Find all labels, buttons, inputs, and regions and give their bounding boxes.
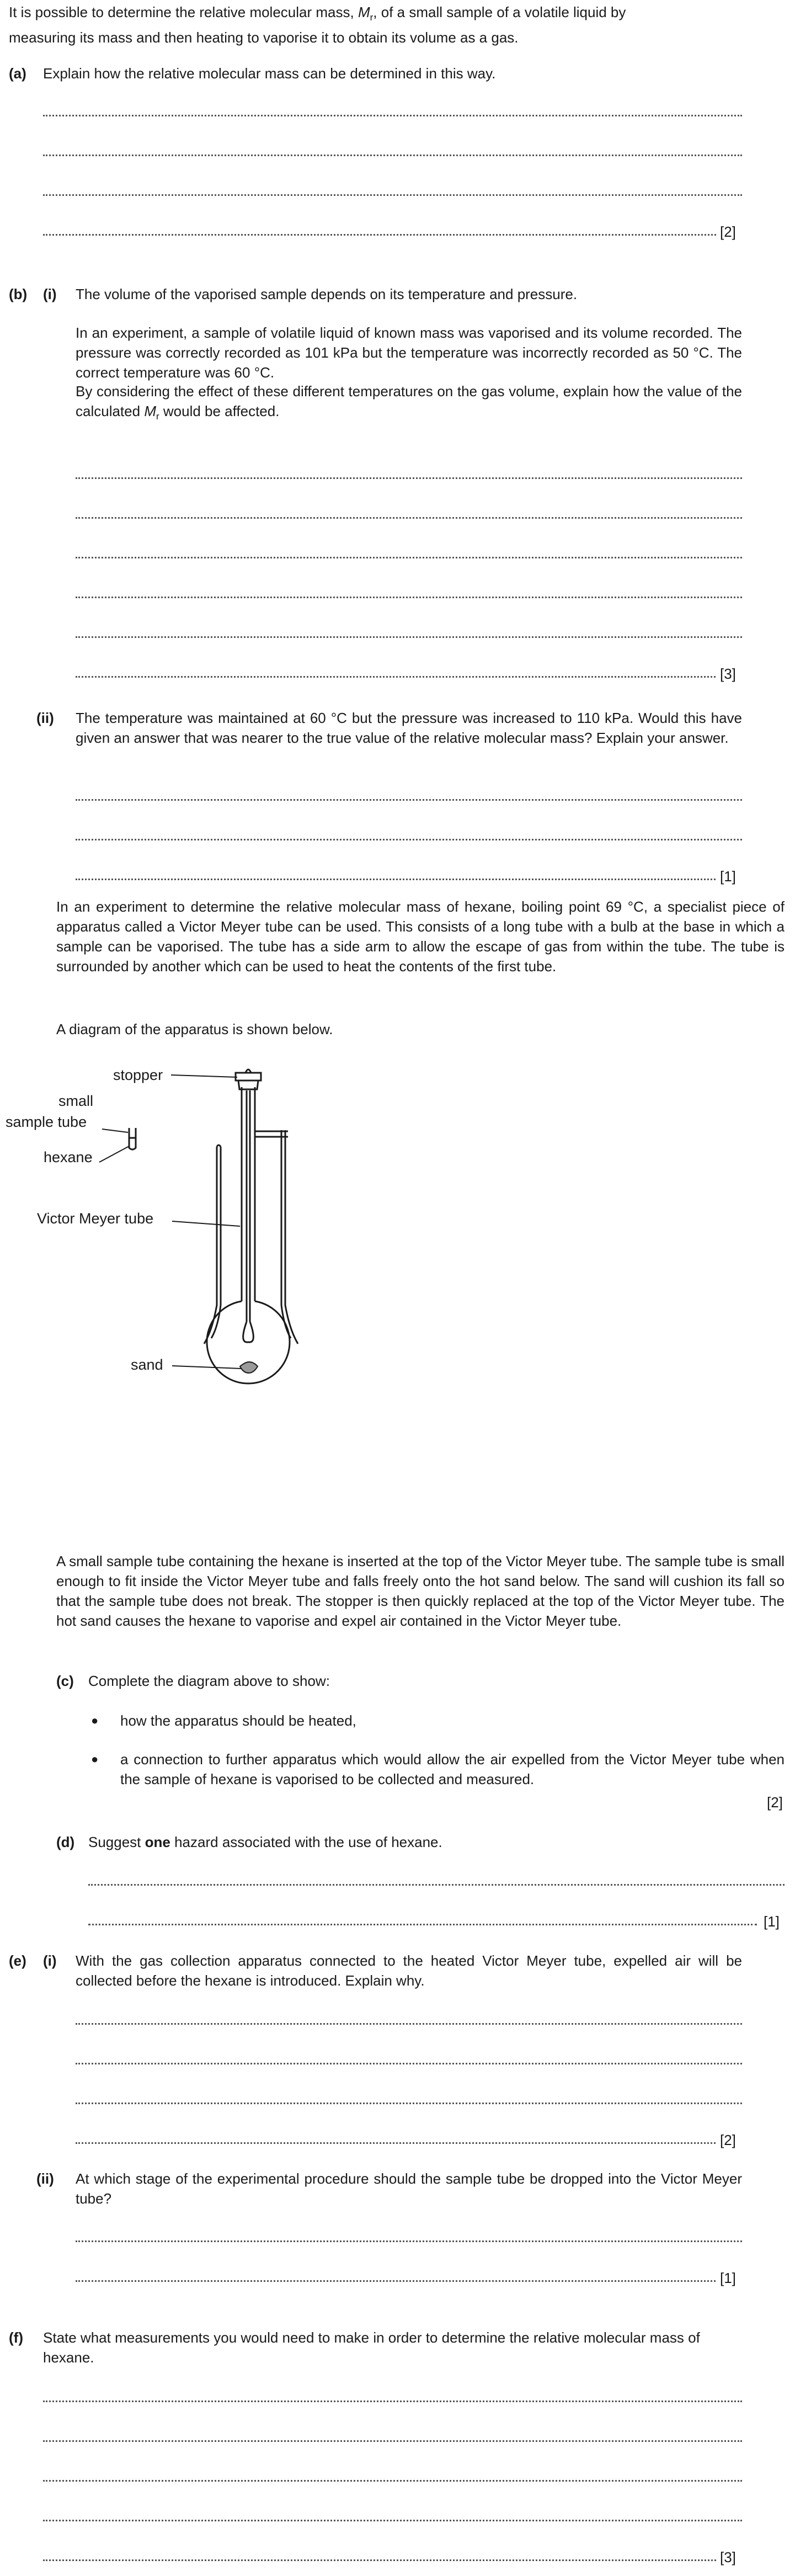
question-d-text: Suggest one hazard associated with the use of hexane.	[88, 1834, 442, 1850]
question-f-text: State what measurements you would need to make in order to determine the relative molecular mass of hexane.	[43, 2329, 700, 2366]
marks-f: [3]	[720, 2549, 736, 2566]
answer-line[interactable]	[76, 2103, 742, 2104]
question-b-i-label: (i)	[43, 286, 57, 302]
question-e-label: (e)	[9, 1952, 26, 1969]
question-e-i-text: With the gas collection apparatus connected to the heated Victor Meyer tube, expelled air will be collected before the hexane is introduced. Explain why.	[76, 1952, 742, 1989]
answer-line[interactable]	[76, 879, 716, 880]
label-sand: sand	[131, 1356, 163, 1373]
answer-line[interactable]	[88, 1924, 757, 1925]
question-e-i-label: (i)	[43, 1952, 57, 1969]
answer-line[interactable]	[76, 557, 742, 558]
leader-victor-meyer	[172, 1221, 240, 1226]
question-b-i-text: The volume of the vaporised sample depends on its temperature and pressure.	[76, 286, 578, 302]
answer-line[interactable]	[76, 676, 716, 678]
leader-sand	[172, 1366, 241, 1369]
question-f-label: (f)	[9, 2329, 23, 2346]
answer-line[interactable]	[88, 1884, 785, 1886]
question-c-bullet-1: how the apparatus should be heated,	[120, 1712, 356, 1729]
sand	[240, 1362, 258, 1373]
bullet: ●	[91, 1752, 99, 1766]
leader-sample-tube	[102, 1129, 128, 1132]
answer-line[interactable]	[76, 597, 742, 598]
answer-line[interactable]	[76, 2023, 742, 2025]
label-hexane: hexane	[44, 1149, 93, 1165]
marks-e-ii: [1]	[720, 2270, 736, 2286]
leader-stopper	[171, 1075, 237, 1077]
small-sample-tube	[129, 1128, 136, 1149]
label-sample-tube: sample tube	[6, 1114, 87, 1130]
question-c-bullet-2: a connection to further apparatus which would allow the air expelled from the Victor Meyer tube when the sample of hexane is vaporised to be collected and measured.	[120, 1751, 785, 1787]
marks-c: [2]	[767, 1794, 783, 1811]
answer-line[interactable]	[43, 2440, 742, 2442]
answer-line[interactable]	[76, 839, 742, 840]
answer-line[interactable]	[76, 2063, 742, 2064]
question-e-ii-text: At which stage of the experimental procedure should the sample tube be dropped into the Victor Meyer tube?	[76, 2170, 742, 2207]
answer-line[interactable]	[76, 636, 742, 638]
leader-hexane	[99, 1146, 129, 1162]
answer-line[interactable]	[43, 2401, 742, 2402]
stopper-shape	[236, 1069, 261, 1089]
question-c-label: (c)	[56, 1673, 74, 1689]
marks-b-i: [3]	[720, 666, 736, 682]
label-small: small	[58, 1093, 94, 1109]
question-b-i-para1: In an experiment, a sample of volatile liquid of known mass was vaporised and its volume recorded. The pressure was correctly recorded as 101 kPa but the temperature was incorrectly recorded as 50 °C. The correct temperature was 60 °C.	[76, 324, 742, 381]
answer-line[interactable]	[43, 155, 742, 156]
question-e-ii-label: (ii)	[36, 2170, 54, 2187]
question-b-label: (b)	[9, 286, 28, 302]
question-a-text: Explain how the relative molecular mass can be determined in this way.	[43, 65, 496, 82]
marks-d: [1]	[764, 1913, 780, 1930]
question-b-ii-label: (ii)	[36, 710, 54, 726]
answer-line[interactable]	[43, 234, 716, 236]
question-c-text: Complete the diagram above to show:	[88, 1673, 330, 1689]
answer-line[interactable]	[43, 2520, 742, 2521]
intro-text: It is possible to determine the relative molecular mass, $M_r$, of a small sample of a volatile liquid by measuring its mass and then heating to vaporise it to obtain its volume as a gas.	[9, 4, 626, 46]
answer-line[interactable]	[76, 2240, 742, 2242]
procedure-text: A small sample tube containing the hexane is inserted at the top of the Victor Meyer tube. The sample tube is small enough to fit inside the Victor Meyer tube and falls freely onto the hot sand below. The sand will cushion its fall so that the sample tube does not break. The stopper is then quickly replaced at the top of the Victor Meyer tube. The hot sand causes the hexane to vaporise and expel air contained in the Victor Meyer tube.	[56, 1553, 785, 1629]
side-arm	[255, 1131, 288, 1137]
marks-e-i: [2]	[720, 2132, 736, 2148]
answer-line[interactable]	[43, 2559, 716, 2561]
question-b-i-para2: By considering the effect of these different temperatures on the gas volume, explain how the value of the calculated $M_r$ would be affected.	[76, 383, 742, 422]
hexane-intro: In an experiment to determine the relative molecular mass of hexane, boiling point 69 °C, a specialist piece of apparatus called a Victor Meyer tube can be used. This consists of a long tube with a bulb at the base in which a sample can be vaporised. The tube has a side arm to allow the escape of gas from within the tube. The tube is surrounded by another which can be used to heat the contents of the first tube.	[56, 898, 785, 975]
answer-line[interactable]	[76, 2280, 716, 2282]
marks-a: [2]	[720, 223, 736, 240]
answer-line[interactable]	[76, 477, 742, 479]
label-victor-meyer: Victor Meyer tube	[37, 1210, 154, 1227]
question-d-label: (d)	[56, 1834, 75, 1850]
label-stopper: stopper	[113, 1067, 163, 1083]
question-b-ii-text: The temperature was maintained at 60 °C but the pressure was increased to 110 kPa. Would this have given an answer that was nearer to the true value of the relative molecular mass? Explain your answer.	[76, 710, 742, 746]
victor-meyer-apparatus-diagram	[0, 1049, 795, 1435]
outer-jacket	[204, 1130, 298, 1344]
answer-line[interactable]	[43, 2480, 742, 2482]
marks-b-ii: [1]	[720, 868, 736, 885]
answer-line[interactable]	[76, 2142, 716, 2144]
answer-line[interactable]	[43, 115, 742, 116]
bullet: ●	[91, 1713, 99, 1727]
answer-line[interactable]	[43, 194, 742, 196]
question-a-label: (a)	[9, 65, 26, 82]
answer-line[interactable]	[76, 517, 742, 519]
answer-line[interactable]	[76, 799, 742, 801]
diagram-intro: A diagram of the apparatus is shown below.	[56, 1021, 333, 1037]
